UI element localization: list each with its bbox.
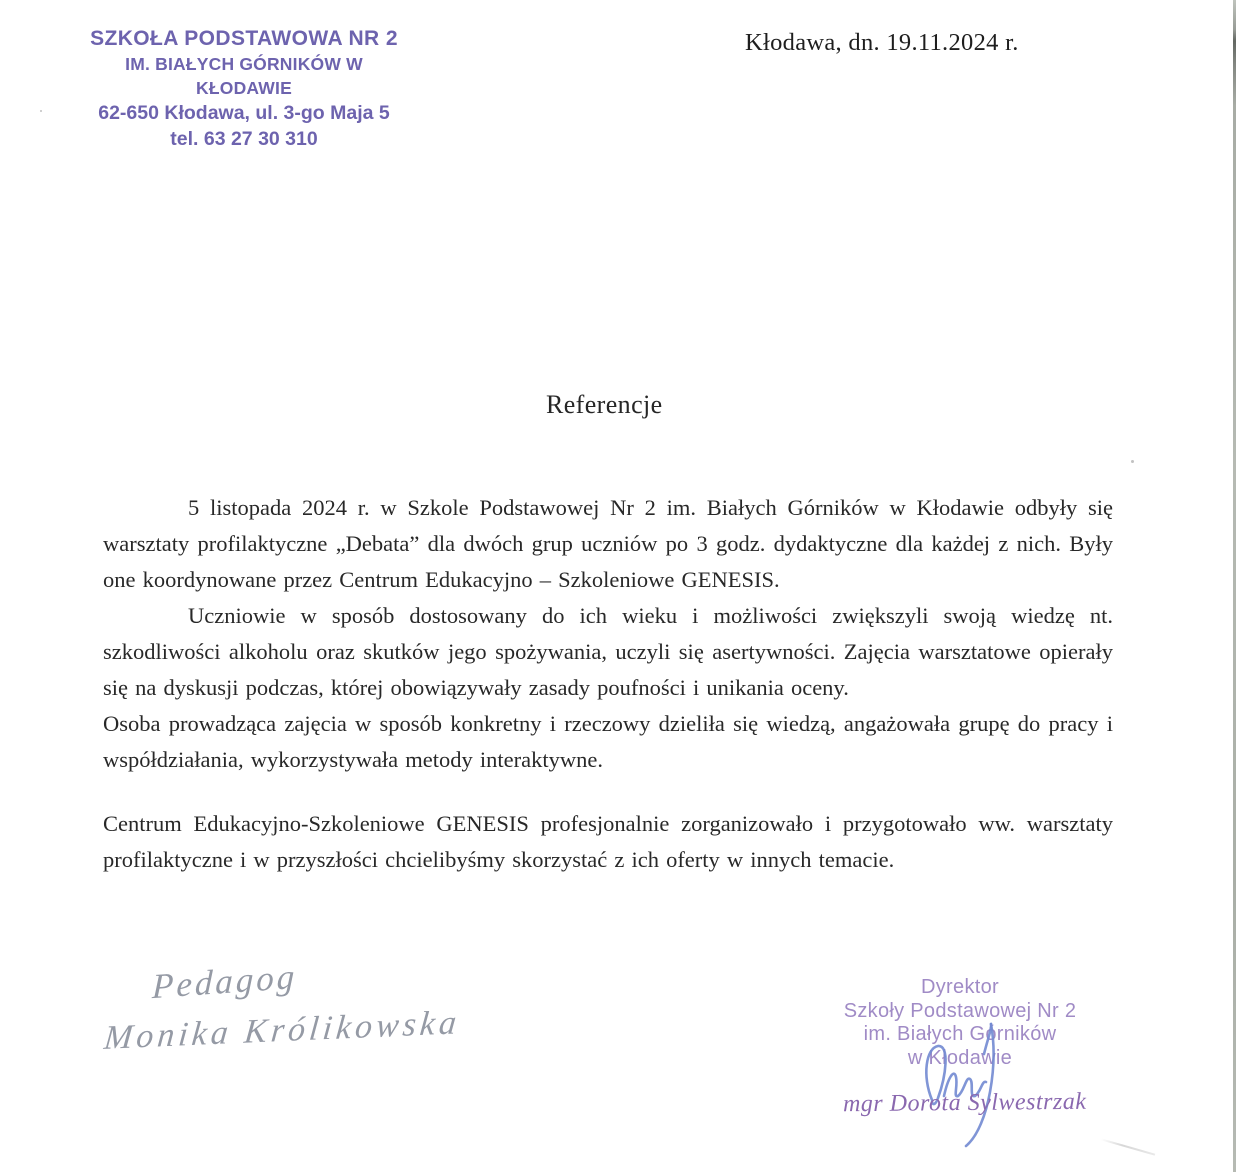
school-stamp-name-line1: SZKOŁA PODSTAWOWA NR 2 [90, 27, 398, 50]
paragraph-3: Osoba prowadząca zajęcia w sposób konkretny i rzeczowy dzieliła się wiedzą, angażowała grupę do pracy i współdziałania, wykorzystywała metody interaktywne. [103, 711, 1113, 772]
director-stamp-school-line2: im. Białych Górników [863, 1023, 1057, 1045]
scan-edge-line [1233, 0, 1236, 1172]
scan-speck [40, 110, 42, 112]
director-stamp-town: w Kłodawie [907, 1046, 1013, 1069]
handwritten-signature-name: Monika Królikowska [102, 1004, 462, 1057]
director-stamp [828, 976, 1092, 1070]
dateline: Kłodawa, dn. 19.11.2024 r. [745, 29, 1019, 56]
school-stamp-address: 62-650 Kłodawa, ul. 3-go Maja 5 [98, 102, 390, 124]
paragraph-2: Uczniowie w sposób dostosowany do ich wieku i możliwości zwiększyli swoją wiedzę nt. szkodliwości alkoholu oraz skutków jego spożywania, uczyli się asertywności. Zajęcia warsztatowe opierały się na dyskusji podczas, której obowiązywały zasady poufności i unikania oceny. [103, 603, 1113, 700]
handwritten-role: Pedagog [151, 956, 298, 1007]
school-stamp-phone: tel. 63 27 30 310 [170, 128, 318, 150]
director-stamp-school-line1: Szkoły Podstawowej Nr 2 [843, 999, 1077, 1022]
document-title: Referencje [546, 390, 663, 419]
signer-name: mgr Dorota Sylwestrzak [842, 1088, 1087, 1118]
school-stamp-name-line2: IM. BIAŁYCH GÓRNIKÓW W KŁODAWIE [125, 54, 363, 98]
paragraph-1: 5 listopada 2024 r. w Szkole Podstawowej Nr 2 im. Białych Górników w Kłodawie odbyły się warsztaty profilaktyczne „Debata” dla dwóch grup uczniów po 3 godz. dydaktyczne dla każdej z nich. Były one koordynowane przez Centrum Edukacyjno – Szkoleniowe GENESIS. [103, 495, 1113, 592]
paragraph-4: Centrum Edukacyjno-Szkoleniowe GENESIS profesjonalnie zorganizowało i przygotowało ww. warsztaty profilaktyczne i w przyszłości chcielibyśmy skorzystać z ich oferty w innych temacie. [103, 811, 1113, 872]
school-stamp [84, 26, 404, 152]
scan-speck [1131, 460, 1134, 463]
paper-crease [1101, 1138, 1155, 1155]
letter-body [103, 490, 1113, 878]
director-stamp-title: Dyrektor [921, 976, 999, 998]
